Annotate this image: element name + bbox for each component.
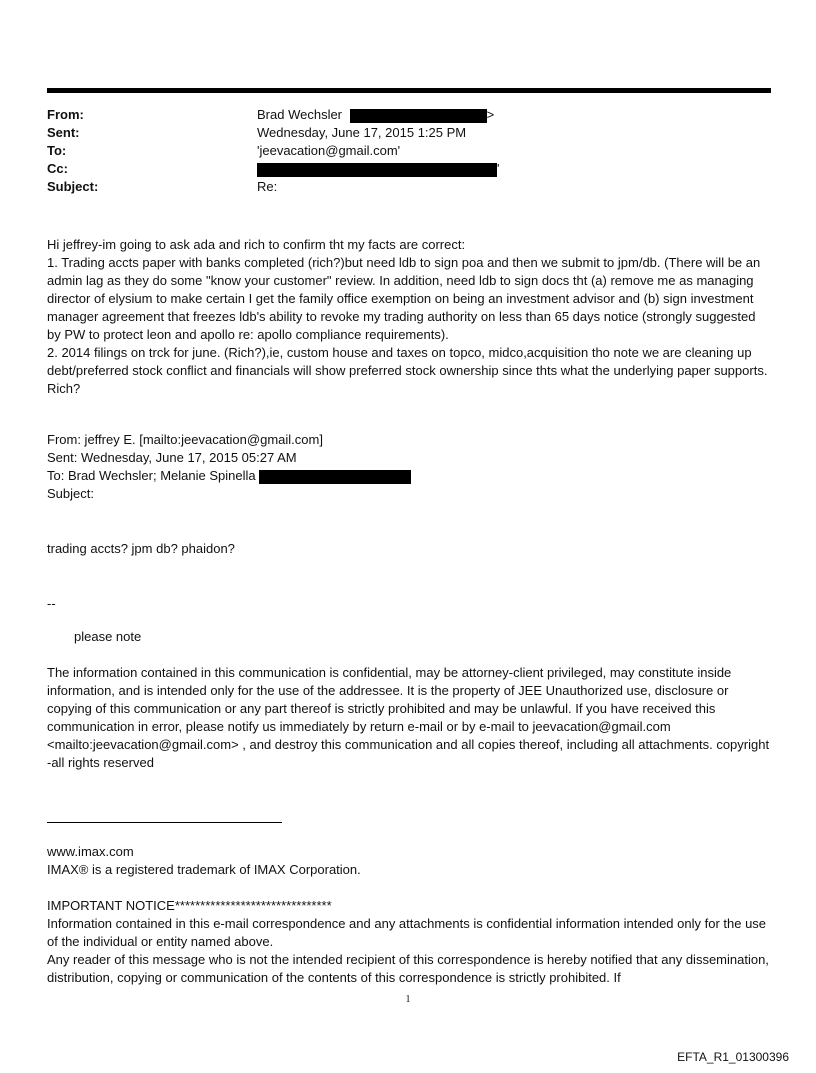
signature-rule [47, 822, 282, 823]
to-label: To: [47, 143, 67, 158]
redaction-box [350, 109, 487, 123]
item-2: 2. 2014 filings on trck for june. (Rich?),ie, custom house and taxes on topco, midco,acquisition tho note we are cleaning up debt/preferred stock conflict and financials will show preferred stock ownership since thts what the underlying paper supports. Rich? [47, 345, 768, 396]
redaction-box [257, 161, 500, 177]
trademark-text: IMAX® is a registered trademark of IMAX Corporation. [47, 862, 361, 877]
sent-label: Sent: [47, 125, 80, 140]
to-row [47, 142, 771, 160]
notice-paragraph-2: Any reader of this message who is not the intended recipient of this correspondence is hereby notified that any dissemination, distribution, copying or communication of the contents of this correspondence is strictly prohibited. If [47, 952, 769, 985]
from-label: From: [47, 107, 84, 122]
item-1: 1. Trading accts paper with banks completed (rich?)but need ldb to sign poa and then we submit to jpm/db. (There will be an admin lag as they do some "know your customer" review. In addition, need ldb to sign docs tht (a) remove me as managing director of elysium to make certain I get the family office exemption on being an investment advisor and (b) sign investment manager agreement that freezes ldb's ability to revoke my trading authority on less than 65 days notice (strongly suggested by PW to protect leon and apollo re: apollo compliance requirements). [47, 255, 761, 342]
quoted-to-text: To: Brad Wechsler; Melanie Spinella [47, 468, 256, 483]
subject-row [47, 178, 771, 196]
subject-label: Subject: [47, 179, 99, 194]
greeting: Hi jeffrey-im going to ask ada and rich to confirm tht my facts are correct: [47, 237, 466, 252]
to-value: 'jeevacation@gmail.com' [257, 143, 401, 158]
from-name: Brad Wechsler [257, 107, 343, 122]
from-value [257, 106, 494, 124]
subject-value: Re: [257, 179, 278, 194]
signature-separator: -- [47, 596, 56, 611]
cc-value [257, 160, 499, 178]
website-text: www.imax.com [47, 844, 134, 859]
sent-value: Wednesday, June 17, 2015 1:25 PM [257, 125, 467, 140]
top-rule [47, 88, 771, 93]
cc-label: Cc: [47, 161, 68, 176]
please-note: please note [74, 629, 142, 644]
cc-suffix: ' [497, 161, 500, 176]
sent-row [47, 124, 771, 142]
confidentiality-disclaimer: The information contained in this communication is confidential, may be attorney-client privileged, may constitute inside information, and is intended only for the use of the addressee. It is the property of JEE Unauthorized use, disclosure or copying of this communication or any part thereof is strictly prohibited and may be unlawful. If you have received this communication in error, please notify us immediately by return e-mail or by e-mail to jeevacation@gmail.com <mailto:jeevacation@gmail.com> , and destroy this communication and all copies thereof, including all attachments. copyright -all rights reserved [47, 665, 770, 770]
reply-body [47, 236, 771, 398]
from-row [47, 106, 771, 124]
email-header [47, 106, 771, 196]
quoted-to [47, 467, 771, 485]
quoted-header [47, 431, 771, 503]
bates-number: EFTA_R1_01300396 [677, 1050, 789, 1064]
redaction-box [259, 470, 411, 484]
notice-paragraph-1: Information contained in this e-mail correspondence and any attachments is confidential information intended only for the use of the individual or entity named above. [47, 916, 767, 949]
quoted-from: From: jeffrey E. [mailto:jeevacation@gmail.com] [47, 432, 323, 447]
quoted-message: trading accts? jpm db? phaidon? [47, 541, 235, 556]
from-suffix: > [486, 107, 495, 122]
quoted-subject: Subject: [47, 486, 94, 501]
cc-row [47, 160, 771, 178]
important-notice [47, 897, 771, 987]
notice-title: IMPORTANT NOTICE******************************* [47, 898, 332, 913]
imax-footer [47, 843, 771, 879]
quoted-sent: Sent: Wednesday, June 17, 2015 05:27 AM [47, 450, 297, 465]
page-number: 1 [405, 994, 411, 1005]
